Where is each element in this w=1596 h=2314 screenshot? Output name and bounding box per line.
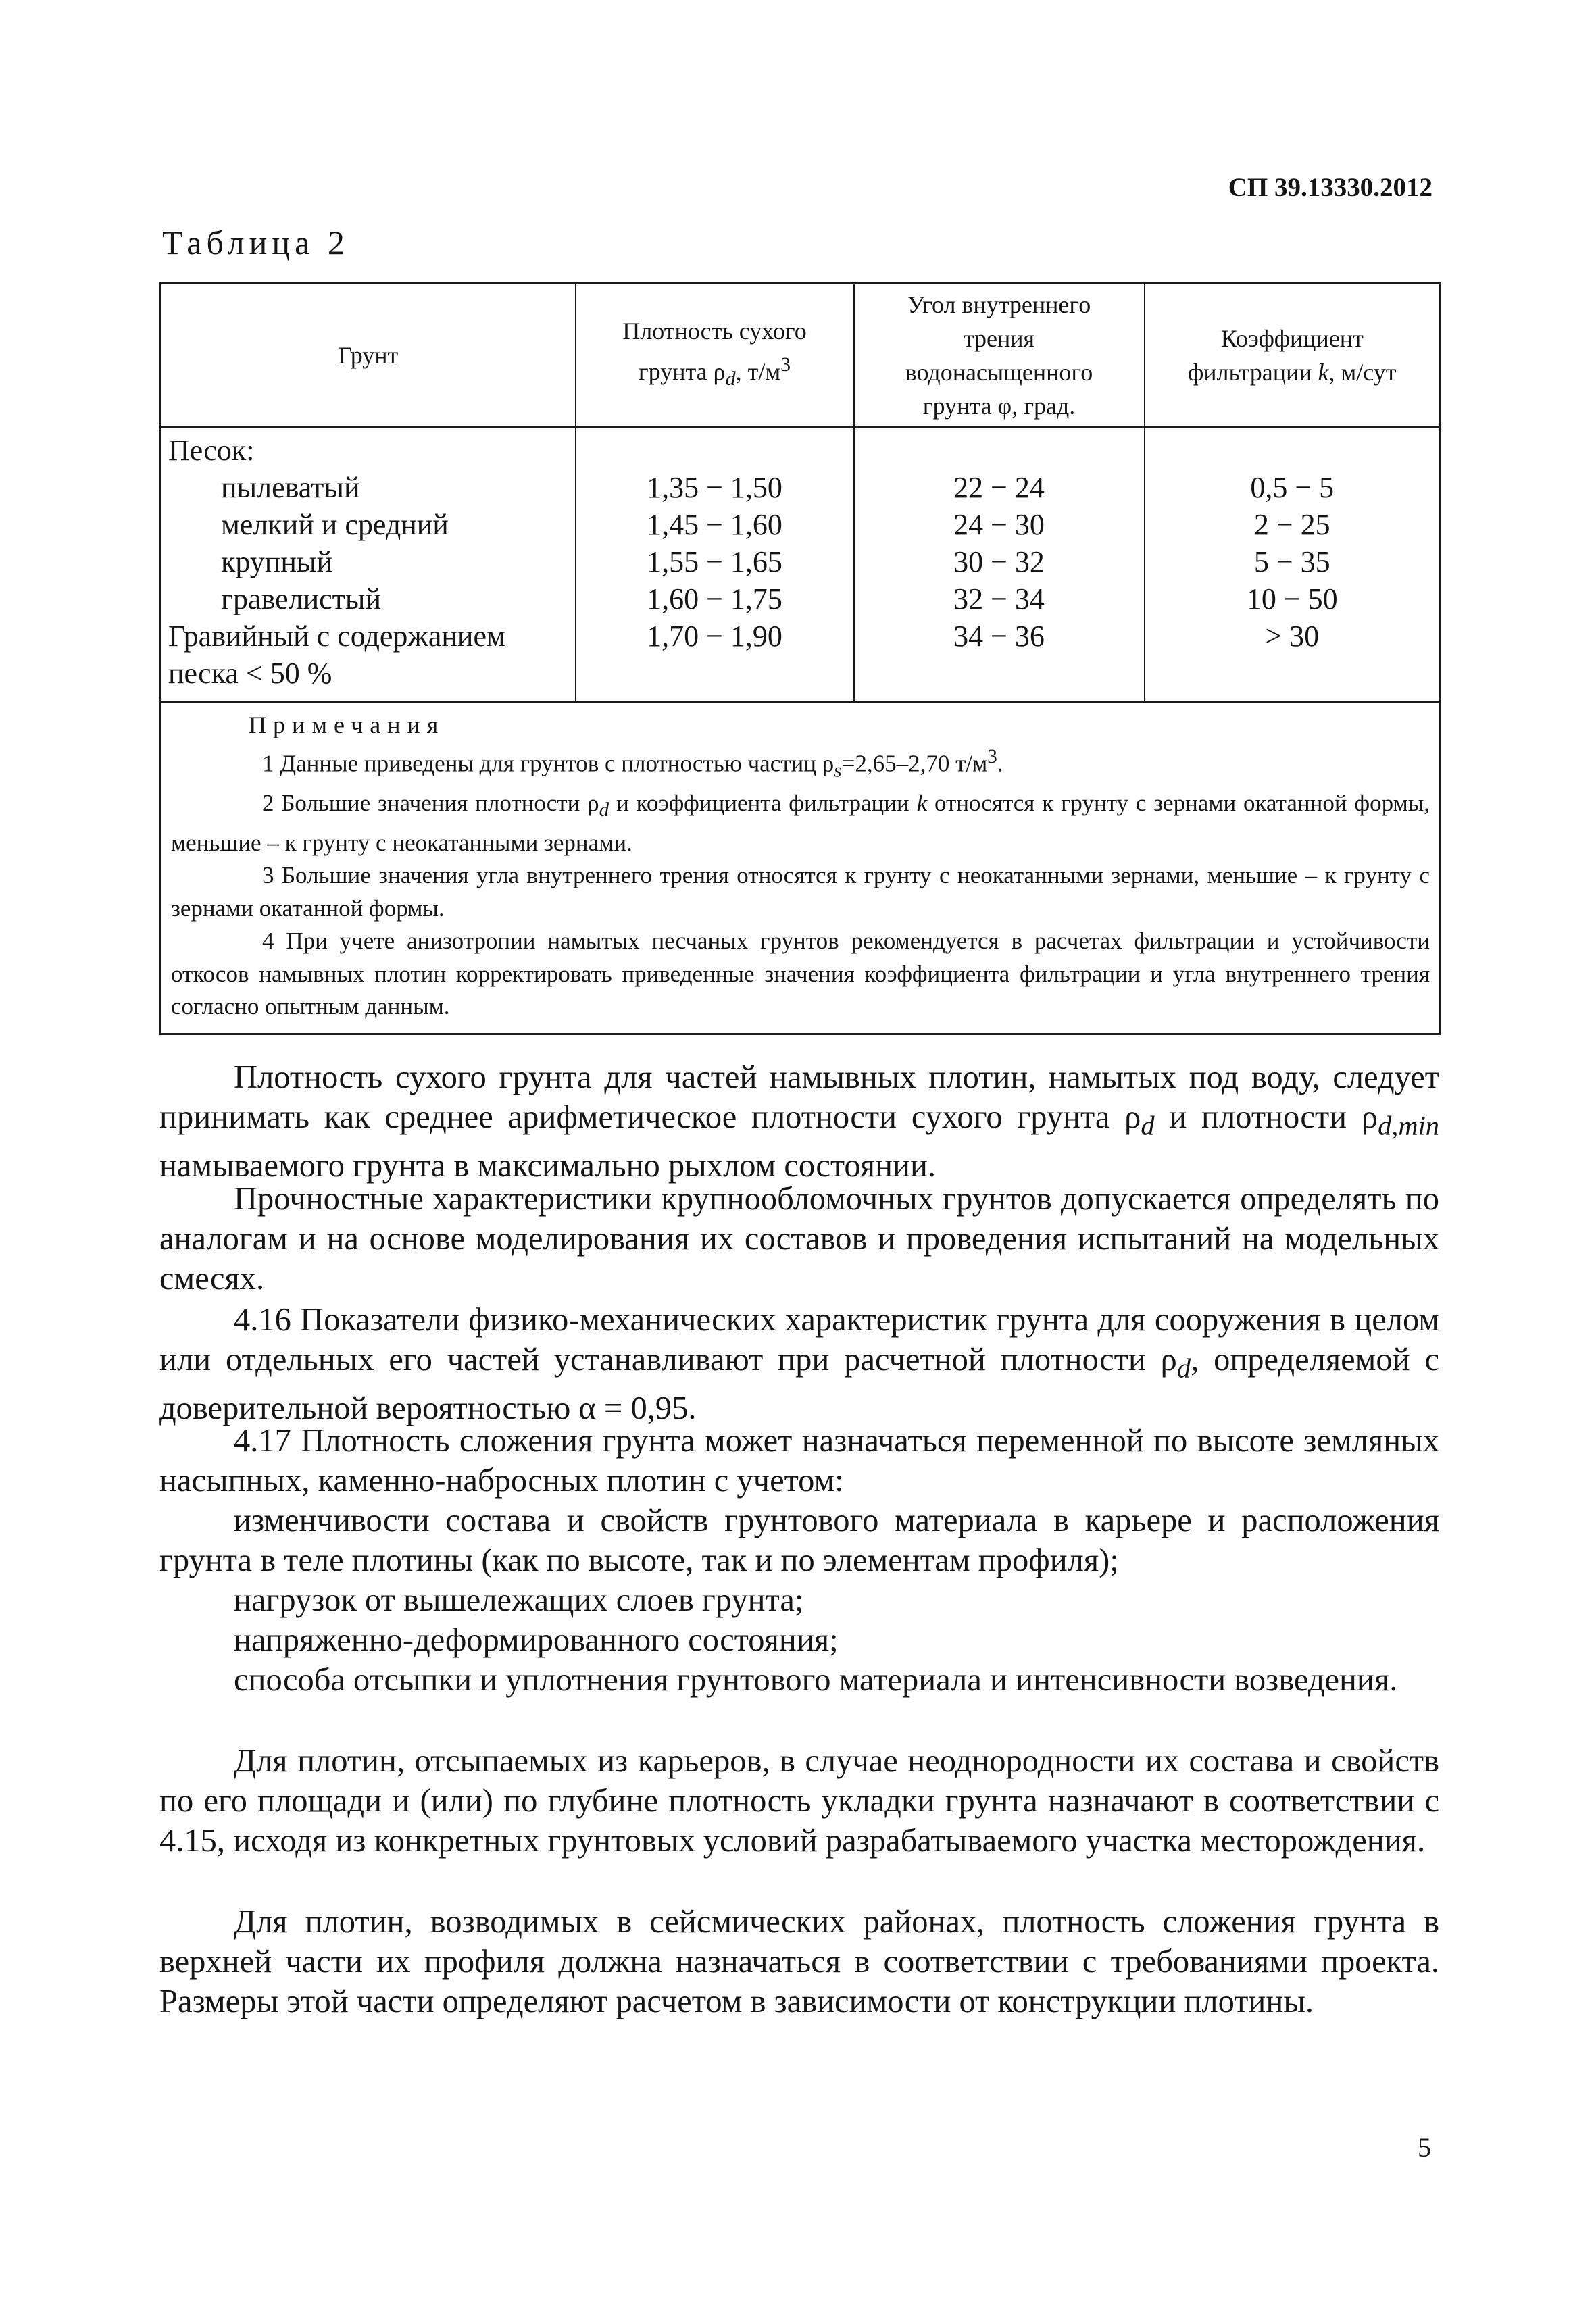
table-body-row <box>161 427 1441 702</box>
soil-names-cell <box>161 427 576 702</box>
paragraph-4-16: 4.16 Показатели физико-механических характеристик грунта для сооружения в целом или отдельных его частей устанавливают при расчетной плотности $\rho_d$, определяемой с доверительной вероятностью α = 0,95. <box>159 1302 1439 1426</box>
angle-value: 32 − 34 <box>953 582 1045 615</box>
notes-title: Примечания <box>249 711 445 738</box>
density-value: 1,55 − 1,65 <box>647 545 782 578</box>
table-header-row <box>161 284 1441 428</box>
soil-name: крупный <box>221 545 332 578</box>
soil-properties-table <box>159 282 1441 1035</box>
angle-value: 22 − 24 <box>953 471 1045 504</box>
page-number: 5 <box>1418 2132 1431 2163</box>
density-value: 1,35 − 1,50 <box>647 471 782 504</box>
filtration-value: 10 − 50 <box>1246 582 1338 615</box>
soil-name: мелкий и средний <box>221 508 449 541</box>
soil-name: пылеватый <box>221 471 360 504</box>
paragraph-seismic: Для плотин, возводимых в сейсмических районах, плотность сложения грунта в верхней части их профиля должна назначаться в соответствии с требованиями проекта. Размеры этой части определяют расчетом в зависимости от конструкции плотины. <box>159 1904 1439 2019</box>
filtration-value: 0,5 − 5 <box>1250 471 1335 504</box>
header-filtration-coefficient: Коэффициент фильтрации k, м/сут <box>1145 284 1441 428</box>
soil-name: Гравийный с содержанием <box>168 620 505 653</box>
list-item-stress-state: напряженно-деформированного состояния; <box>234 1622 839 1658</box>
soil-group-label: Песок: <box>168 434 255 467</box>
paragraph-quarries: Для плотин, отсыпаемых из карьеров, в случае неоднородности их состава и свойств по его площади и (или) по глубине плотность укладки грунта назначают в соответствии с 4.15, исходя из конкретных грунтовых условий разрабатываемого участка месторождения. <box>159 1743 1439 1859</box>
soil-name: песка < 50 % <box>168 657 332 690</box>
density-value: 1,45 − 1,60 <box>647 508 782 541</box>
density-value: 1,60 − 1,75 <box>647 582 782 615</box>
document-code: СП 39.13330.2012 <box>1228 173 1432 202</box>
table-notes-row <box>161 702 1441 1034</box>
table-caption: Таблица 2 <box>162 224 349 261</box>
filtration-value: 5 − 35 <box>1253 545 1330 578</box>
angle-value: 24 − 30 <box>953 508 1045 541</box>
filtration-values-cell <box>1145 427 1441 702</box>
filtration-value: 2 − 25 <box>1253 508 1330 541</box>
header-friction-angle: Угол внутреннего трения водонасыщенного грунта φ, град. <box>854 284 1145 428</box>
note-3: 3 Большие значения угла внутреннего трения относятся к грунту с неокатанными зернами, меньшие – к грунту с зернами окатанной формы. <box>171 862 1430 922</box>
filtration-value: > 30 <box>1265 620 1320 653</box>
list-item-variability: изменчивости состава и свойств грунтового материала в карьере и расположения грунта в теле плотины (как по высоте, так и по элементам профиля); <box>159 1503 1439 1578</box>
angle-values-cell <box>854 427 1145 702</box>
soil-name: гравелистый <box>221 582 381 615</box>
paragraph-dry-density: Плотность сухого грунта для частей намывных плотин, намытых под воду, следует принимать как среднее арифметическое плотности сухого грунта $\rho_d$ и плотности $\rho_{d,min}$ намываемого грунта в максимально рыхлом состоянии. <box>159 1059 1439 1184</box>
note-1: 1 Данные приведены для грунтов с плотностью частиц $\rho_s=2,65-2,70$ $т/м^3$. <box>262 746 1003 782</box>
paragraph-strength: Прочностные характеристики крупнообломочных грунтов допускается определять по аналогам и на основе моделирования их составов и проведения испытаний на модельных смесях. <box>159 1181 1439 1297</box>
density-value: 1,70 − 1,90 <box>647 620 782 653</box>
note-2: 2 Большие значения плотности $\rho_d$ и коэффициента фильтрации k относятся к грунту с зернами окатанной формы, меньшие – к грунту с неокатанными зернами. <box>171 790 1430 856</box>
list-item-loads: нагрузок от вышележащих слоев грунта; <box>234 1582 804 1618</box>
angle-value: 30 − 32 <box>953 545 1045 578</box>
paragraph-4-17: 4.17 Плотность сложения грунта может назначаться переменной по высоте земляных насыпных, каменно-набросных плотин с учетом: <box>159 1423 1439 1499</box>
table-notes <box>161 702 1441 1034</box>
note-4: 4 При учете анизотропии намытых песчаных грунтов рекомендуется в расчетах фильтрации и устойчивости откосов намывных плотин корректировать приведенные значения коэффициента фильтрации и угла внутреннего трения согласно опытным данным. <box>171 928 1430 1020</box>
angle-value: 34 − 36 <box>953 620 1045 653</box>
header-soil: Грунт <box>161 284 576 428</box>
density-values-cell <box>576 427 854 702</box>
list-item-fill-method: способа отсыпки и уплотнения грунтового материала и интенсивности возведения. <box>234 1662 1398 1698</box>
header-density: Плотность сухого грунта $\rho_d$, $т/м^3$ <box>576 284 854 428</box>
